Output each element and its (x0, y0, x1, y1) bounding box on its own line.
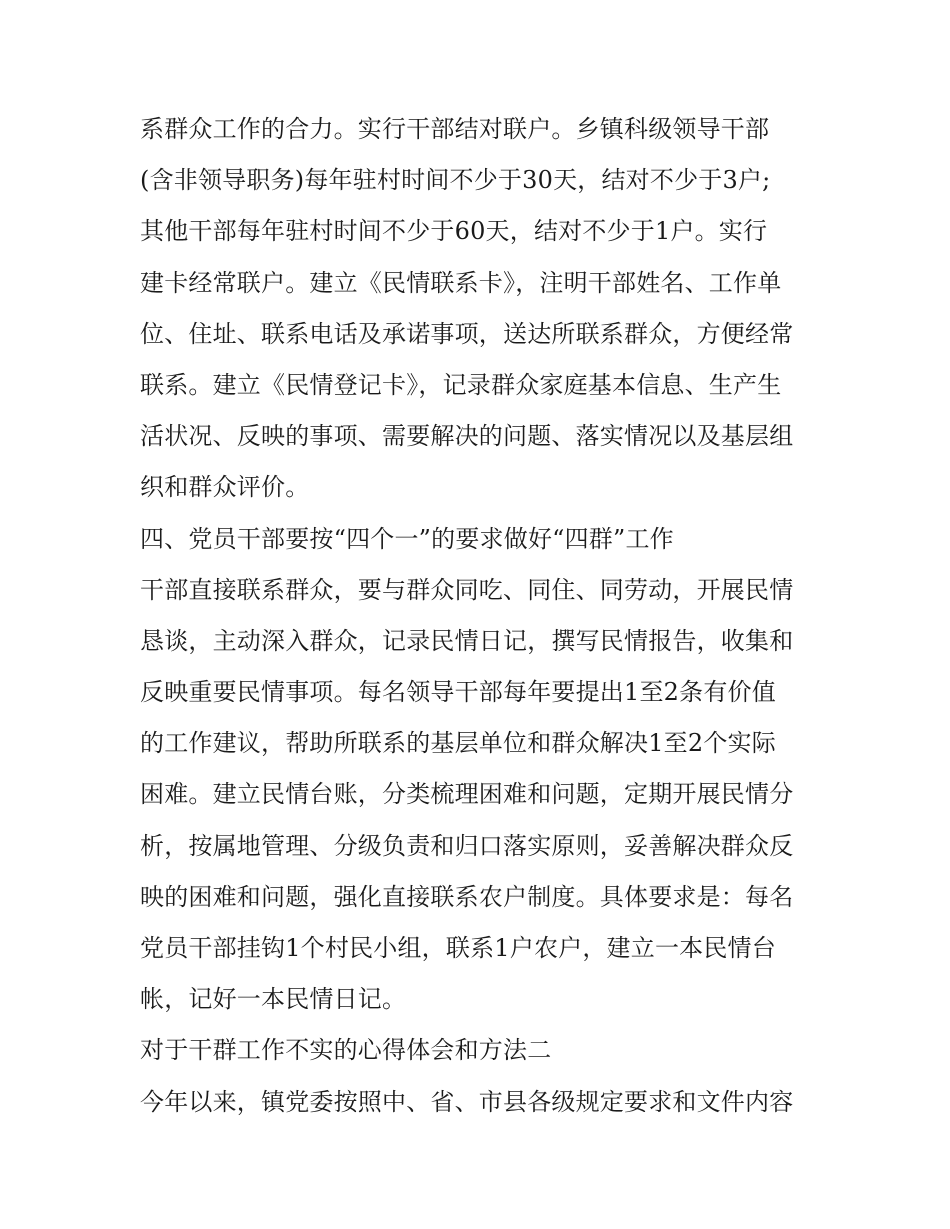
text-line: 建卡经常联户。建立《民情联系卡》，注明干部姓名、工作单 (140, 268, 782, 297)
text-line: 联系。建立《民情登记卡》，记录群众家庭基本信息、生产生 (140, 370, 782, 399)
text-line: 的工作建议，帮助所联系的基层单位和群众解决1至2个实际 (140, 729, 776, 758)
text-line: 系群众工作的合力。实行干部结对联户。乡镇科级领导干部 (140, 115, 770, 143)
text-line: 党员干部挂钩1个村民小组，联系1户农户，建立一本民情台 (140, 934, 776, 962)
text-line: 织和群众评价。 (140, 473, 310, 502)
section-heading: 四、党员干部要按“四个一”的要求做好“四群”工作 (140, 524, 674, 553)
document-body (140, 104, 820, 1128)
section-heading: 对于干群工作不实的心得体会和方法二 (140, 1036, 552, 1065)
text-line: 活状况、反映的事项、需要解决的问题、落实情况以及基层组 (140, 422, 794, 451)
text-line: 干部直接联系群众，要与群众同吃、同住、同劳动，开展民情 (140, 575, 794, 604)
text-line: 析，按属地管理、分级负责和归口落实原则，妥善解决群众反 (140, 831, 794, 860)
text-line: 恳谈，主动深入群众，记录民情日记，撰写民情报告，收集和 (140, 626, 794, 655)
text-line: 今年以来，镇党委按照中、省、市县各级规定要求和文件内容 (140, 1087, 794, 1116)
text-line: 其他干部每年驻村时间不少于60天，结对不少于1户。实行 (140, 217, 768, 246)
text-line: 反映重要民情事项。每名领导干部每年要提出1至2条有价值 (140, 678, 776, 707)
text-line: 映的困难和问题，强化直接联系农户制度。具体要求是：每名 (140, 882, 794, 911)
text-line: (含非领导职务)每年驻村时间不少于30天，结对不少于3户; (140, 166, 771, 195)
text-line: 困难。建立民情台账，分类梳理困难和问题，定期开展民情分 (140, 780, 794, 809)
text-line: 帐，记好一本民情日记。 (140, 985, 407, 1014)
text-line: 位、住址、联系电话及承诺事项，送达所联系群众，方便经常 (140, 319, 794, 348)
